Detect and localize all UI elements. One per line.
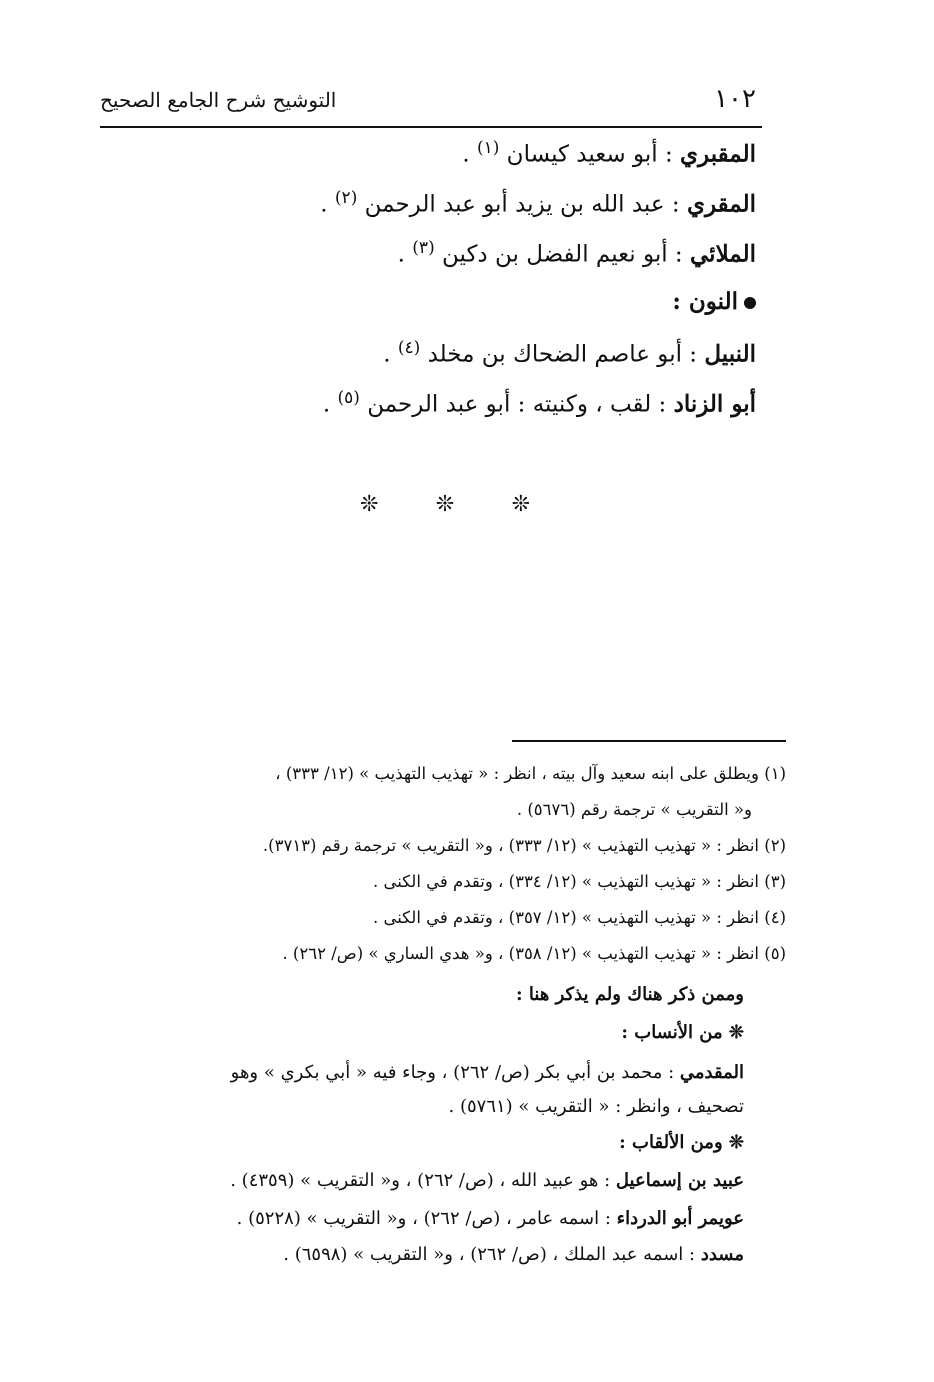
supplement-intro: وممن ذكر هناك ولم يذكر هنا : — [516, 984, 744, 1005]
entry-mulaie — [398, 238, 756, 268]
entry-term: النبيل — [704, 340, 756, 368]
page-number: ١٠٢ — [714, 84, 756, 114]
section-heading: النون : — [672, 288, 738, 315]
entry-end: . — [397, 241, 413, 268]
entry-text: عبد الله بن يزيد أبو عبد الرحمن — [364, 191, 665, 218]
star-icon: ❊ — [511, 492, 530, 517]
entry-muqri — [320, 188, 756, 218]
footnote-4: (٤) انظر : « تهذيب التهذيب » (١٢/ ٣٥٧) ، وتقدم في الكنى . — [372, 908, 786, 927]
entry-text: : اسمه عامر ، (ص/ ٢٦٢) ، و« التقريب » (٥٢٢٨) . — [236, 1208, 617, 1229]
entry-end: . — [462, 141, 477, 168]
entry-term: الملائي — [690, 240, 756, 268]
footnote-ref: (٥) — [337, 388, 360, 408]
header-rule — [100, 126, 762, 128]
maqdisi-line-1 — [231, 1062, 744, 1083]
entry-separator: : — [651, 391, 674, 418]
entry-term: المقدمي — [679, 1062, 744, 1083]
footnote-5: (٥) انظر : « تهذيب التهذيب » (١٢/ ٣٥٨) ، و« هدي الساري » (ص/ ٢٦٢) . — [282, 944, 786, 963]
ansab-heading: ❊ من الأنساب : — [621, 1022, 744, 1043]
footnote-3: (٣) انظر : « تهذيب التهذيب » (١٢/ ٣٣٤) ، وتقدم في الكنى . — [372, 872, 786, 891]
footnote-1-line-1: (١) ويطلق على ابنه سعيد وآل بيته ، انظر : « تهذيب التهذيب » (١٢/ ٣٣٣) ، — [275, 764, 786, 783]
entry-term: المقبري — [680, 140, 756, 168]
entry-separator: : — [681, 341, 705, 368]
star-icon: ❊ — [435, 492, 455, 517]
running-title: التوشيح شرح الجامع الصحيح — [100, 88, 337, 112]
footnote-rule — [512, 740, 786, 742]
entry-term: المقري — [686, 190, 756, 218]
entry-term: أبو الزناد — [673, 390, 756, 418]
entry-nabil — [383, 338, 756, 368]
entry-end: . — [320, 191, 335, 218]
footnote-1-line-2: و« التقريب » ترجمة رقم (٥٦٧٦) . — [516, 800, 752, 819]
entry-separator: : — [664, 191, 687, 218]
footnote-ref: (٤) — [397, 338, 421, 358]
entry-maqburi — [462, 138, 756, 168]
entry-text: : محمد بن أبي بكر (ص/ ٢٦٢) ، وجاء فيه « أبي بكري » وهو — [230, 1062, 680, 1083]
alqab-heading: ❊ ومن الألقاب : — [619, 1132, 744, 1153]
entry-separator: : — [667, 241, 690, 268]
footnote-2: (٢) انظر : « تهذيب التهذيب » (١٢/ ٣٣٣) ، و« التقريب » ترجمة رقم (٣٧١٣). — [262, 836, 786, 855]
entry-text: أبو سعيد كيسان — [506, 141, 658, 168]
section-heading-noon — [672, 288, 756, 315]
entry-end: . — [322, 391, 338, 418]
footnote-ref: (٢) — [334, 188, 358, 208]
maqdisi-line-2: تصحيف ، وانظر : « التقريب » (٥٧٦١) . — [448, 1096, 744, 1117]
entry-text: : اسمه عبد الملك ، (ص/ ٢٦٢) ، و« التقريب » (٦٥٩٨) . — [283, 1244, 701, 1265]
entry-abu-zinad — [323, 388, 756, 418]
entry-term: مسدد — [700, 1244, 744, 1265]
bullet-icon — [744, 297, 756, 309]
footnote-ref: (١) — [476, 138, 500, 158]
entry-term: عبيد بن إسماعيل — [615, 1170, 744, 1191]
page-header — [100, 84, 760, 124]
entry-term: عويمر أبو الدرداء — [616, 1208, 744, 1229]
entry-text: أبو عاصم الضحاك بن مخلد — [427, 341, 682, 368]
alqab-entry — [230, 1170, 744, 1191]
alqab-entry — [283, 1244, 744, 1265]
entry-text: لقب ، وكنيته : أبو عبد الرحمن — [367, 391, 652, 418]
section-divider-stars — [360, 492, 530, 517]
footnote-ref: (٣) — [412, 238, 435, 258]
alqab-entry — [237, 1208, 744, 1229]
entry-end: . — [383, 341, 398, 368]
star-icon: ❊ — [360, 492, 379, 517]
entry-text: أبو نعيم الفضل بن دكين — [442, 241, 668, 268]
entry-separator: : — [657, 141, 681, 168]
entry-text: : هو عبيد الله ، (ص/ ٢٦٢) ، و« التقريب » (٤٣٥٩) . — [230, 1170, 616, 1191]
